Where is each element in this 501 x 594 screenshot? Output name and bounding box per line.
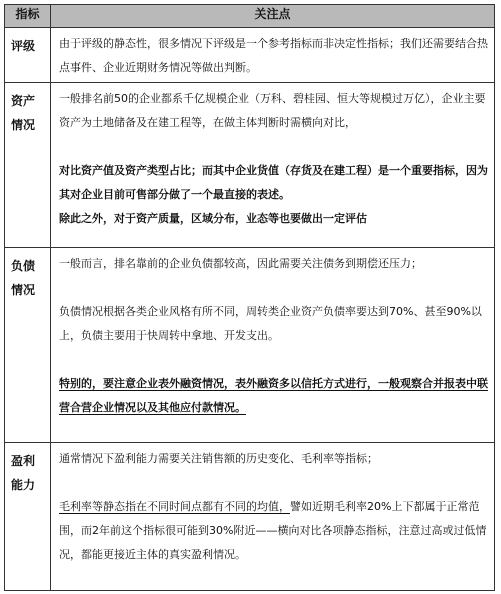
header-indicator: 指标 bbox=[5, 5, 51, 28]
table-header-row bbox=[5, 5, 495, 28]
table-row-assets bbox=[5, 83, 495, 248]
liab-para-3: 特别的，要注意企业表外融资情况，表外融资多以信托方式进行，一般观察合并报表中联营合营企业情况以及其他应付款情况。 bbox=[59, 377, 488, 414]
row-label-rating: 评级 bbox=[5, 28, 51, 83]
profit-para-2-underlined: 毛利率等静态指在不同时间点都有不同的均值， bbox=[59, 500, 290, 513]
table-row-profitability bbox=[5, 443, 495, 591]
profit-para-2-rest: 譬如近期毛利率20%上下都属于正常范围，而2年前这个指标很可能到30%附近——横向对比各项静态指标，注意过高或过低情况，都能更接近主体的真实盈利情况。 bbox=[59, 500, 487, 561]
row-label-liabilities: 负债情况 bbox=[5, 248, 51, 443]
rating-text: 由于评级的静态性，很多情况下评级是一个参考指标而非决定性指标；我们还需要结合热点事件、企业近期财务情况等做出判断。 bbox=[59, 37, 488, 74]
assets-para-2: 对比资产值及资产类型占比；而其中企业货值（存货及在建工程）是一个重要指标，因为其对企业目前可售部分做了一个最直接的表述。 bbox=[59, 164, 488, 201]
liab-para-2: 负债情况根据各类企业风格有所不同，周转类企业资产负债率要达到70%、甚至90%以上，负债主要用于快周转中拿地、开发支出。 bbox=[59, 305, 482, 342]
row-label-profitability: 盈利能力 bbox=[5, 443, 51, 591]
assets-para-3: 除此之外，对于资产质量，区域分布，业态等也要做出一定评估 bbox=[59, 212, 367, 225]
table-row-rating bbox=[5, 28, 495, 83]
table-row-liabilities bbox=[5, 248, 495, 443]
criteria-table bbox=[4, 4, 495, 591]
row-text-rating bbox=[51, 28, 495, 83]
row-label-assets: 资产情况 bbox=[5, 83, 51, 248]
header-focus-points: 关注点 bbox=[51, 5, 495, 28]
row-text-profitability bbox=[51, 443, 495, 591]
liab-para-1: 一般而言，排名靠前的企业负债都较高，因此需要关注债务到期偿还压力； bbox=[59, 257, 422, 270]
profit-para-1: 通常情况下盈利能力需要关注销售额的历史变化、毛利率等指标； bbox=[59, 452, 378, 465]
profit-para-2 bbox=[59, 495, 488, 567]
row-text-assets bbox=[51, 83, 495, 248]
row-text-liabilities bbox=[51, 248, 495, 443]
assets-para-1: 一般排名前50的企业都系千亿规模企业（万科、碧桂园、恒大等规模过万亿），企业主要资产为土地储备及在建工程等，在做主体判断时需横向对比， bbox=[59, 92, 486, 129]
